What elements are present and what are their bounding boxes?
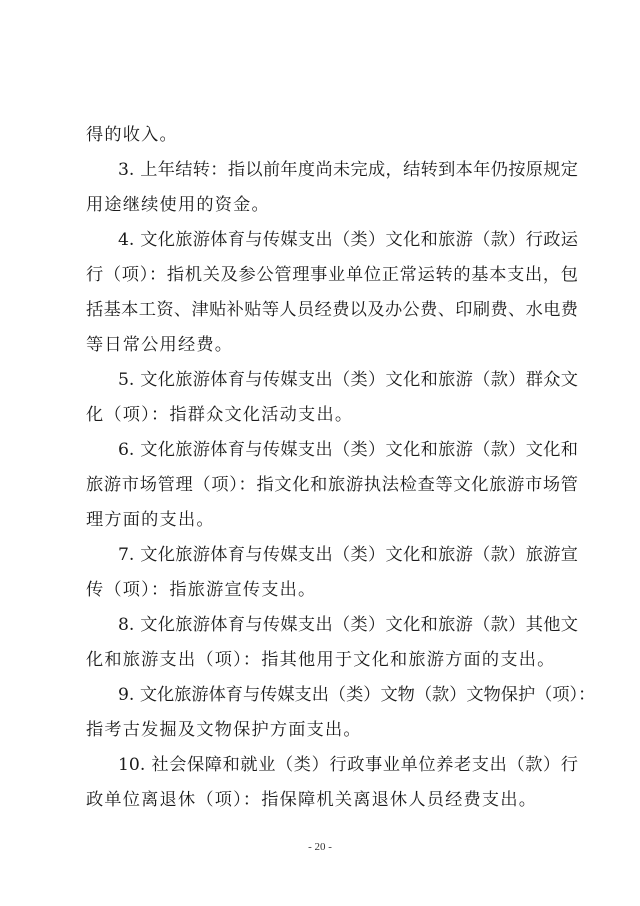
text-line: 9. 文化旅游体育与传媒支出（类）文物（款）文物保护（项）：	[118, 685, 596, 705]
text-line: 6. 文化旅游体育与传媒支出（类）文化和旅游（款）文化和	[118, 440, 578, 460]
text-line: 等日常公用经费。	[86, 335, 234, 355]
text-line: 政单位离退休（项）：指保障机关离退休人员经费支出。	[86, 790, 538, 810]
text-line: 括基本工资、津贴补贴等人员经费以及办公费、印刷费、水电费	[86, 300, 578, 320]
page-number: - 20 -	[308, 841, 332, 853]
text-line: 化和旅游支出（项）：指其他用于文化和旅游方面的支出。	[86, 650, 556, 670]
text-line: 理方面的支出。	[86, 510, 215, 530]
text-line: 用途继续使用的资金。	[86, 195, 270, 215]
text-line: 4. 文化旅游体育与传媒支出（类）文化和旅游（款）行政运	[118, 230, 578, 250]
text-line: 7. 文化旅游体育与传媒支出（类）文化和旅游（款）旅游宣	[118, 545, 578, 565]
text-line: 8. 文化旅游体育与传媒支出（类）文化和旅游（款）其他文	[118, 615, 578, 635]
text-line: 旅游市场管理（项）：指文化和旅游执法检查等文化旅游市场管	[86, 475, 578, 495]
text-line: 3. 上年结转：指以前年度尚未完成，结转到本年仍按原规定	[118, 160, 578, 180]
text-line: 化（项）：指群众文化活动支出。	[86, 405, 354, 425]
text-line: 指考古发掘及文物保护方面支出。	[86, 720, 362, 740]
text-line: 得的收入。	[86, 125, 178, 145]
text-line: 行（项）：指机关及参公管理事业单位正常运转的基本支出，包	[86, 265, 578, 285]
text-line: 5. 文化旅游体育与传媒支出（类）文化和旅游（款）群众文	[118, 370, 578, 390]
text-line: 传（项）：指旅游宣传支出。	[86, 580, 317, 600]
text-line: 10. 社会保障和就业（类）行政事业单位养老支出（款）行	[118, 755, 578, 775]
